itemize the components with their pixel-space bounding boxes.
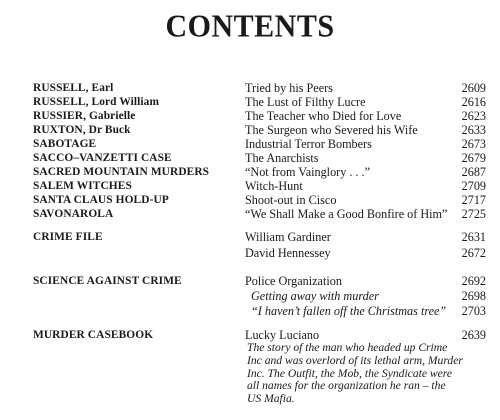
toc-entry xyxy=(0,179,500,193)
entry-title: “Not from Vainglory . . .” xyxy=(245,165,371,179)
entry-title: Police Organization xyxy=(245,274,342,288)
description-line: Inc and was overlord of its lethal arm, Murder xyxy=(247,353,463,367)
page-number: 2631 xyxy=(461,230,486,244)
toc-entry xyxy=(0,81,500,95)
entry-name: SACCO–VANZETTI CASE xyxy=(33,152,172,164)
entry-name: SANTA CLAUS HOLD-UP xyxy=(33,194,169,206)
entry-title: “We Shall Make a Good Bonfire of Him” xyxy=(245,207,448,221)
description-line: The story of the man who headed up Crime xyxy=(247,341,448,354)
toc-entry xyxy=(0,137,500,151)
entry-name: SACRED MOUNTAIN MURDERS xyxy=(33,166,210,178)
toc-entry xyxy=(0,246,500,260)
toc-entry xyxy=(0,109,500,123)
entry-title: The Anarchists xyxy=(245,151,319,165)
page-number: 2717 xyxy=(461,193,486,207)
entry-title: William Gardiner xyxy=(245,230,331,244)
entry-title: Witch-Hunt xyxy=(245,179,303,193)
entry-title: Industrial Terror Bombers xyxy=(245,137,372,151)
casebook-description xyxy=(247,342,479,406)
entry-title: Lucky Luciano xyxy=(245,328,320,342)
entry-subtitle: Getting away with murder xyxy=(251,289,379,303)
page-number: 2725 xyxy=(461,207,486,221)
toc-entry xyxy=(0,95,500,109)
page-number: 2633 xyxy=(461,123,486,137)
toc-entry xyxy=(0,304,500,318)
toc-entry xyxy=(0,151,500,165)
description-line: US Mafia. xyxy=(247,392,295,406)
page-number: 2623 xyxy=(461,109,486,123)
entry-name: SABOTAGE xyxy=(33,138,97,150)
entry-name: RUXTON, Dr Buck xyxy=(33,124,131,136)
page-number: 2679 xyxy=(461,151,486,165)
description-line: Inc. The Outfit, the Mob, the Syndicate were xyxy=(247,366,452,380)
page-number: 2698 xyxy=(461,289,486,303)
page-number: 2672 xyxy=(461,246,486,260)
toc-entry xyxy=(0,289,500,303)
page-number: 2673 xyxy=(461,137,486,151)
entry-title: Shoot-out in Cisco xyxy=(245,193,337,207)
entry-title: Tried by his Peers xyxy=(245,81,333,95)
crime-file-section xyxy=(0,230,500,244)
page-number: 2639 xyxy=(461,328,486,342)
casebook-section xyxy=(0,328,500,342)
section-heading: SCIENCE AGAINST CRIME xyxy=(33,275,182,287)
page-title: CONTENTS xyxy=(165,9,335,44)
description-line: all names for the organization he ran – the xyxy=(247,379,446,393)
section-heading: MURDER CASEBOOK xyxy=(33,329,154,341)
entry-title: The Lust of Filthy Lucre xyxy=(245,95,366,109)
toc-entry xyxy=(0,193,500,207)
toc-entry xyxy=(0,165,500,179)
entry-title: David Hennessey xyxy=(245,246,331,260)
toc-entry xyxy=(0,123,500,137)
entry-name: SAVONAROLA xyxy=(33,208,114,220)
page-number: 2687 xyxy=(461,165,486,179)
entry-name: RUSSELL, Earl xyxy=(33,82,114,94)
page-number: 2616 xyxy=(461,95,486,109)
page-number: 2703 xyxy=(461,304,486,318)
entry-name: RUSSIER, Gabrielle xyxy=(33,110,136,122)
entry-name: RUSSELL, Lord William xyxy=(33,96,160,108)
entry-title: The Surgeon who Severed his Wife xyxy=(245,123,418,137)
page-number: 2692 xyxy=(461,274,486,288)
toc-entry xyxy=(0,207,500,221)
page-number: 2609 xyxy=(461,81,486,95)
entry-name: SALEM WITCHES xyxy=(33,180,132,192)
entry-title: The Teacher who Died for Love xyxy=(245,109,402,123)
section-heading: CRIME FILE xyxy=(33,231,103,243)
science-section xyxy=(0,274,500,288)
page-number: 2709 xyxy=(461,179,486,193)
entry-subtitle: “I haven’t fallen off the Christmas tree” xyxy=(251,304,447,318)
